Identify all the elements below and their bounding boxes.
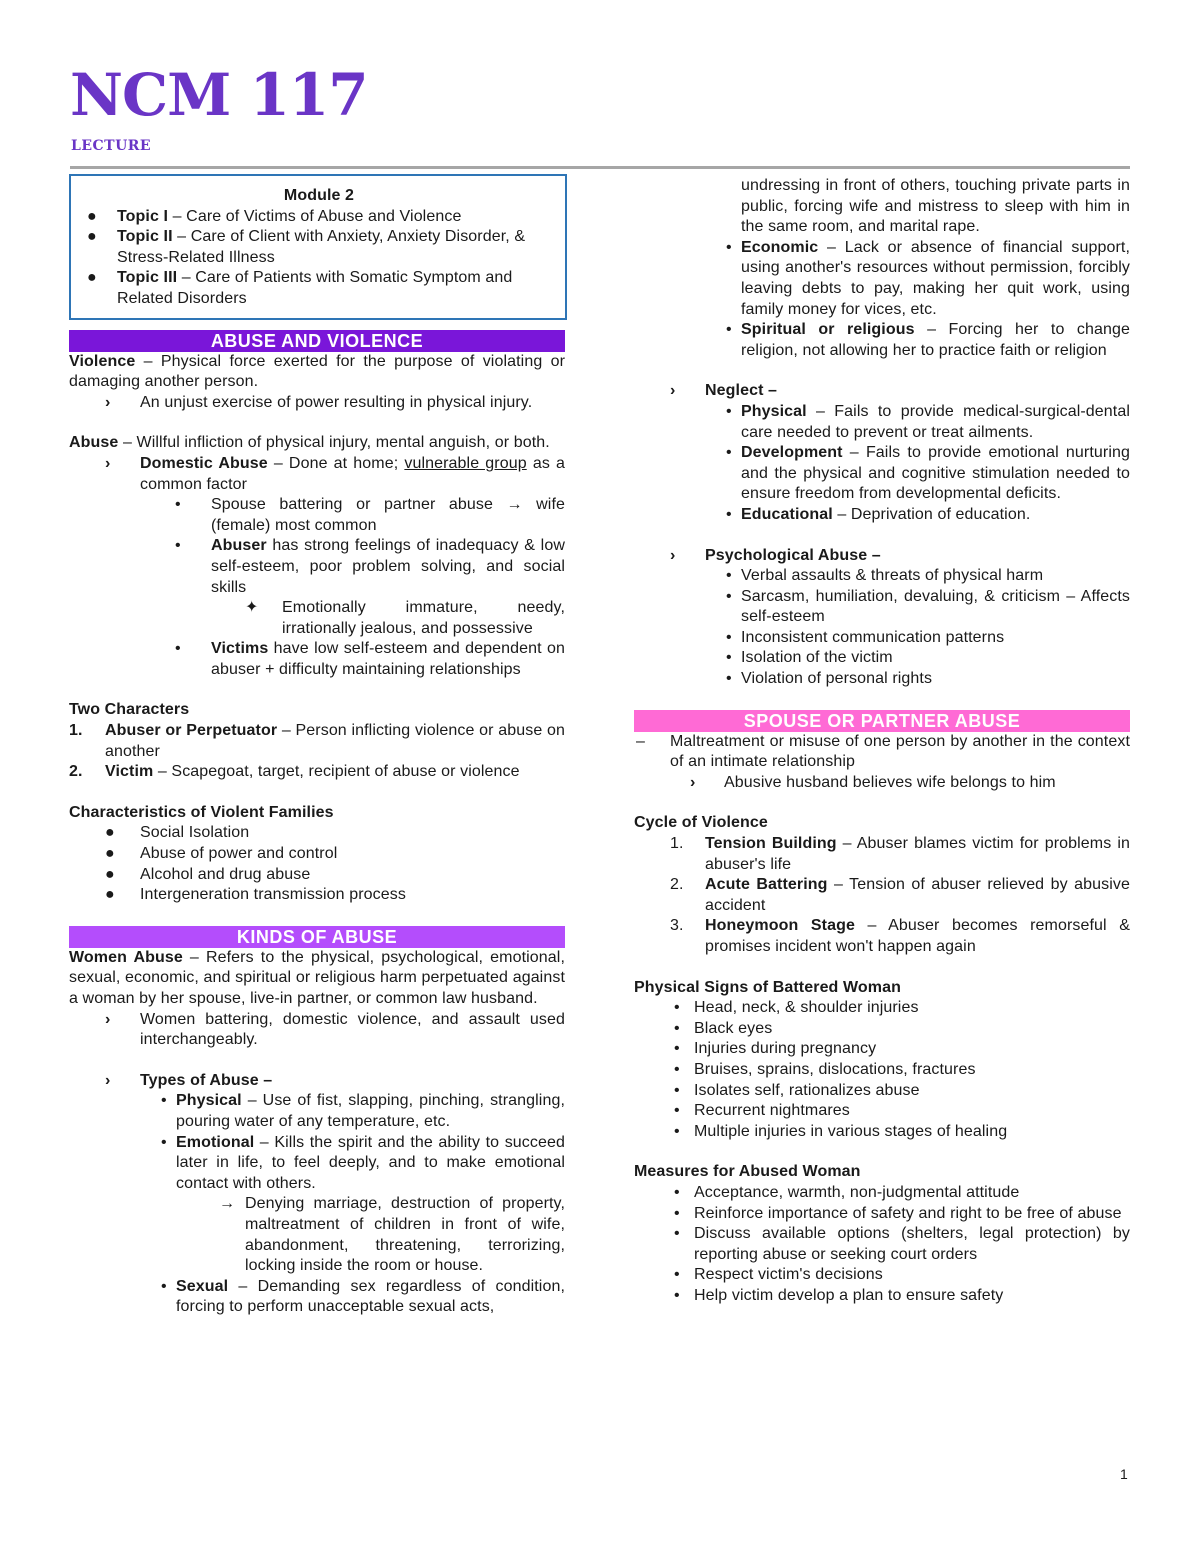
list-item: • Inconsistent communication patterns bbox=[634, 628, 1130, 649]
bullet-icon: • bbox=[726, 628, 732, 646]
bullet-icon: • bbox=[161, 1133, 167, 1151]
module-topic-1: ● Topic I – Care of Victims of Abuse and Violence bbox=[83, 207, 555, 228]
list-item: • Help victim develop a plan to ensure safety bbox=[634, 1286, 1130, 1307]
violence-note: › An unjust exercise of power resulting in physical injury. bbox=[69, 393, 565, 414]
bullet-icon: • bbox=[726, 649, 732, 667]
cycle-heading: Cycle of Violence bbox=[634, 814, 768, 832]
list-item: • Acceptance, warmth, non-judgmental attitude bbox=[634, 1183, 1130, 1204]
list-item: ● Social Isolation bbox=[69, 823, 565, 844]
cycle-item: 3. Honeymoon Stage – Abuser becomes remorseful & promises incident won't happen again bbox=[670, 917, 1130, 955]
list-item: • Multiple injuries in various stages of healing bbox=[634, 1122, 1130, 1143]
list-item: • Discuss available options (shelters, legal protection) by reporting abuse or seeking court orders bbox=[674, 1225, 1130, 1263]
cycle-item: 1. Tension Building – Abuser blames victim for problems in abuser's life bbox=[670, 835, 1130, 873]
chevron-right-icon: › bbox=[105, 393, 111, 411]
cycle-item: 2. Acute Battering – Tension of abuser relieved by abusive accident bbox=[670, 876, 1131, 914]
emotional-examples: → Denying marriage, destruction of property, maltreatment of children in front of wife, abandonment, threatening, terrorizing, locking inside the room or house. bbox=[219, 1195, 565, 1275]
victims-traits: • Victims have low self-esteem and dependent on abuser + difficulty maintaining relationships bbox=[175, 640, 565, 678]
bullet-icon: • bbox=[674, 999, 680, 1017]
bullet-icon: • bbox=[726, 567, 732, 585]
spouse-abuse-note: › Abusive husband believes wife belongs to him bbox=[634, 773, 1130, 794]
list-item: • Isolates self, rationalizes abuse bbox=[634, 1081, 1130, 1102]
bullet-icon: • bbox=[175, 496, 181, 514]
domestic-abuse: › Domestic Abuse – Done at home; vulnerable group as a common factor bbox=[105, 454, 566, 493]
bullet-icon: • bbox=[674, 1225, 680, 1243]
bullet-icon: • bbox=[674, 1183, 680, 1201]
list-item: ● Intergeneration transmission process bbox=[69, 885, 565, 906]
bullet-icon: ● bbox=[105, 865, 115, 883]
module-topic-2: ● Topic II – Care of Client with Anxiety, Anxiety Disorder, & Stress-Related Illness bbox=[87, 228, 526, 266]
list-item: • Bruises, sprains, dislocations, fractures bbox=[634, 1060, 1130, 1081]
bullet-icon: ● bbox=[87, 228, 97, 246]
neglect-physical: • Physical – Fails to provide medical-surgical-dental care needed to prevent or treat ailments. bbox=[726, 402, 1130, 441]
bullet-icon: • bbox=[175, 640, 181, 658]
violent-families-heading: Characteristics of Violent Families bbox=[69, 803, 334, 821]
neglect-heading: › Neglect – bbox=[634, 381, 1130, 402]
neglect-development: • Development – Fails to provide emotional nurturing and the physical and cognitive stimulation needed to ensure freedom from developmental deficits. bbox=[726, 444, 1130, 503]
list-item: ● Alcohol and drug abuse bbox=[69, 865, 565, 886]
spouse-battering: • Spouse battering or partner abuse → wife (female) most common bbox=[175, 496, 565, 534]
chevron-right-icon: › bbox=[670, 546, 676, 564]
bullet-icon: • bbox=[674, 1266, 680, 1284]
chevron-right-icon: › bbox=[105, 1071, 111, 1089]
bullet-icon: • bbox=[161, 1277, 167, 1295]
violence-definition: Violence – Physical force exerted for the purpose of violating or damaging another person. bbox=[69, 352, 565, 391]
neglect-educational: • Educational – Deprivation of education. bbox=[634, 505, 1130, 526]
list-item: ● Abuse of power and control bbox=[69, 844, 565, 865]
chevron-right-icon: › bbox=[105, 454, 111, 472]
bullet-icon: • bbox=[674, 1204, 680, 1222]
bullet-icon: • bbox=[674, 1060, 680, 1078]
module-title: Module 2 bbox=[283, 187, 355, 204]
types-of-abuse-heading: › Types of Abuse – bbox=[69, 1071, 565, 1092]
document-title: NCM 117 bbox=[70, 61, 368, 129]
signs-heading: Physical Signs of Battered Woman bbox=[634, 978, 901, 996]
type-emotional: • Emotional – Kills the spirit and the ability to succeed later in life, to feel deeply, and to make emotional contact with others. bbox=[161, 1133, 565, 1192]
bullet-icon: • bbox=[161, 1092, 167, 1110]
character-item: 1. Abuser or Perpetuator – Person inflicting violence or abuse on another bbox=[69, 722, 565, 760]
abuser-sub-traits: ✦ Emotionally immature, needy, irrationally jealous, and possessive bbox=[245, 599, 565, 637]
sexual-continuation: undressing in front of others, touching private parts in public, forcing wife and mistress to sleep with him in the same room, and marital rape. bbox=[741, 177, 1130, 236]
list-item: • Sarcasm, humiliation, devaluing, & criticism – Affects self-esteem bbox=[726, 587, 1130, 626]
women-abuse-note: › Women battering, domestic violence, and assault used interchangeably. bbox=[105, 1010, 565, 1049]
bullet-icon: • bbox=[726, 587, 732, 605]
list-item: • Verbal assaults & threats of physical harm bbox=[634, 566, 1130, 587]
list-item: • Head, neck, & shoulder injuries bbox=[634, 998, 1130, 1019]
bullet-icon: ● bbox=[105, 824, 115, 842]
bullet-icon: • bbox=[726, 402, 732, 420]
arrow-right-icon: → bbox=[219, 1195, 236, 1213]
women-abuse-definition: Women Abuse – Refers to the physical, psychological, emotional, sexual, economic, and spiritual or religious harm perpetuated against a woman by her spouse, live-in partner, or common law husband. bbox=[69, 948, 565, 1007]
bullet-icon: • bbox=[674, 1081, 680, 1099]
document-subtitle: LECTURE bbox=[71, 138, 152, 154]
list-item: • Isolation of the victim bbox=[634, 648, 1130, 669]
bullet-icon: • bbox=[674, 1019, 680, 1037]
module-topic-3: ● Topic III – Care of Patients with Somatic Symptom and Related Disorders bbox=[87, 269, 513, 307]
bullet-icon: • bbox=[674, 1040, 680, 1058]
bullet-icon: ● bbox=[87, 269, 97, 287]
page-number: 1 bbox=[1120, 1466, 1128, 1482]
psychological-heading: › Psychological Abuse – bbox=[634, 546, 1130, 567]
bullet-icon: • bbox=[175, 537, 181, 555]
bullet-icon: • bbox=[726, 505, 732, 523]
right-column bbox=[634, 176, 1130, 1307]
diamond-bullet-icon: ✦ bbox=[245, 599, 259, 617]
list-item: • Injuries during pregnancy bbox=[634, 1039, 1130, 1060]
type-sexual: • Sexual – Demanding sex regardless of condition, forcing to perform unacceptable sexual acts, bbox=[161, 1277, 565, 1316]
bullet-icon: • bbox=[726, 444, 732, 462]
type-economic: • Economic – Lack or absence of financial support, using another's resources without permission, forcibly leaving debts to pay, making her quit work, using family money for vices, etc. bbox=[726, 238, 1130, 318]
measures-heading: Measures for Abused Woman bbox=[634, 1163, 861, 1181]
bullet-icon: • bbox=[726, 238, 732, 256]
chevron-right-icon: › bbox=[105, 1010, 111, 1028]
list-item: • Black eyes bbox=[634, 1019, 1130, 1040]
type-spiritual: • Spiritual or religious – Forcing her to change religion, not allowing her to practice faith or religion bbox=[726, 321, 1131, 359]
chevron-right-icon: › bbox=[690, 773, 696, 791]
left-column bbox=[69, 174, 565, 1318]
list-item: • Violation of personal rights bbox=[634, 669, 1130, 690]
spouse-abuse-definition: – Maltreatment or misuse of one person by another in the context of an intimate relationship bbox=[636, 732, 1130, 771]
list-item: • Reinforce importance of safety and right to be free of abuse bbox=[634, 1204, 1130, 1225]
chevron-right-icon: › bbox=[670, 382, 676, 400]
section-heading-spouse-abuse: SPOUSE OR PARTNER ABUSE bbox=[634, 710, 1130, 732]
list-item: • Recurrent nightmares bbox=[634, 1101, 1130, 1122]
section-heading-abuse-violence: ABUSE AND VIOLENCE bbox=[69, 330, 565, 352]
bullet-icon: • bbox=[726, 670, 732, 688]
bullet-icon: ● bbox=[87, 207, 97, 225]
type-physical: • Physical – Use of fist, slapping, pinching, strangling, pouring water of any temperature, etc. bbox=[161, 1092, 565, 1130]
bullet-icon: ● bbox=[105, 845, 115, 863]
bullet-icon: • bbox=[674, 1286, 680, 1304]
bullet-icon: • bbox=[726, 321, 732, 339]
bullet-icon: • bbox=[674, 1122, 680, 1140]
list-item: • Respect victim's decisions bbox=[634, 1265, 1130, 1286]
character-item: 2. Victim – Scapegoat, target, recipient of abuse or violence bbox=[69, 763, 520, 781]
abuser-traits: • Abuser has strong feelings of inadequacy & low self-esteem, poor problem solving, and social skills bbox=[175, 537, 565, 596]
abuse-definition: Abuse – Willful infliction of physical injury, mental anguish, or both. bbox=[69, 434, 550, 452]
module-box bbox=[69, 174, 567, 320]
bullet-icon: • bbox=[674, 1102, 680, 1120]
header-divider bbox=[70, 166, 1130, 169]
two-characters-heading: Two Characters bbox=[69, 701, 190, 719]
section-heading-kinds-of-abuse: KINDS OF ABUSE bbox=[69, 926, 565, 948]
dash-icon: – bbox=[636, 732, 645, 750]
bullet-icon: ● bbox=[105, 886, 115, 904]
